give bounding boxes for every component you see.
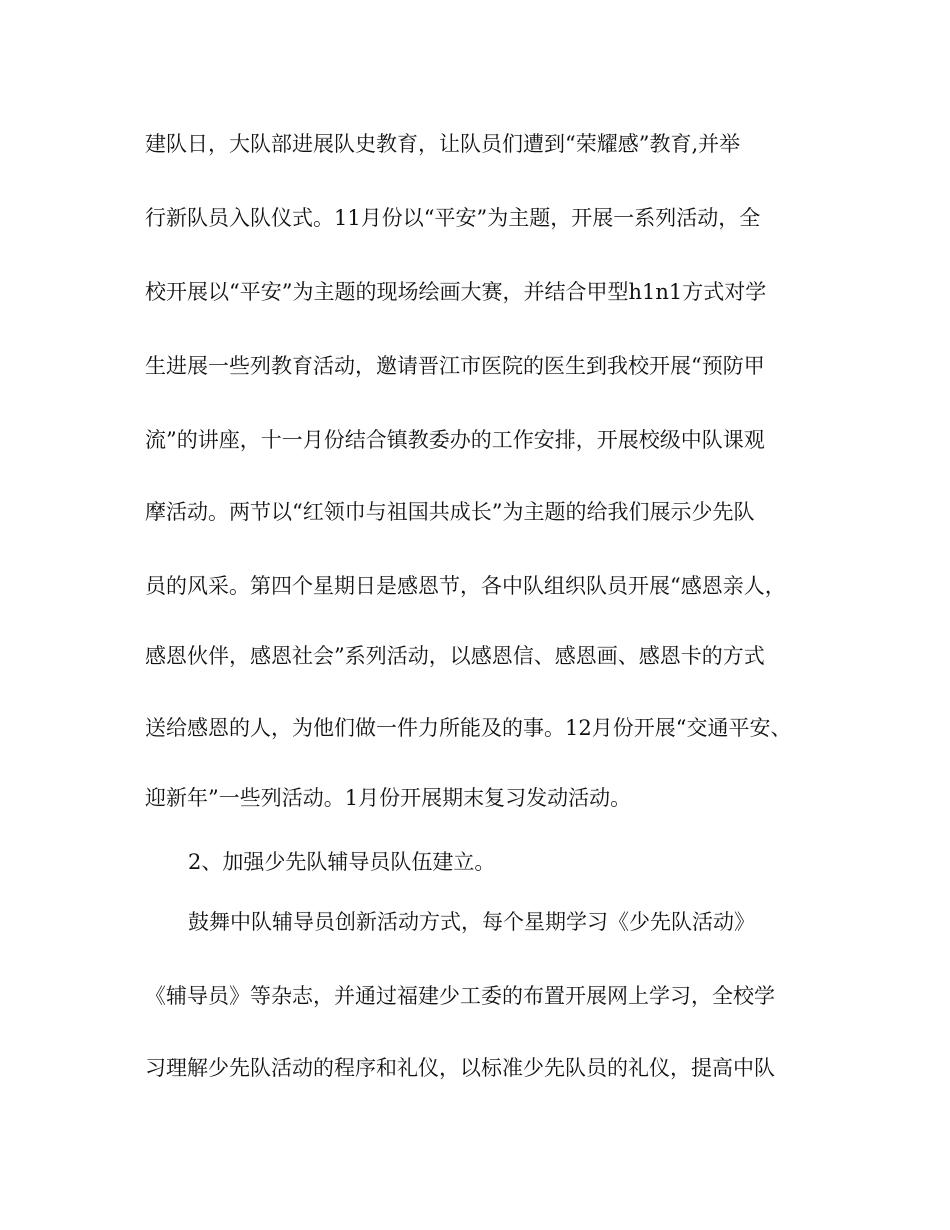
paragraph-line: 员的风采。第四个星期日是感恩节，各中队组织队员开展“感恩亲人，	[145, 574, 786, 598]
paragraph-line: 《辅导员》等杂志，并通过福建少工委的布置开展网上学习，全校学	[145, 984, 775, 1008]
paragraph-line: 校开展以“平安”为主题的现场绘画大赛，并结合甲型h1n1方式对学	[145, 280, 767, 304]
paragraph-line: 感恩伙伴，感恩社会”系列活动，以感恩信、感恩画、感恩卡的方式	[145, 644, 765, 668]
paragraph-line: 行新队员入队仪式。11月份以“平安”为主题，开展一系列活动，全	[145, 206, 761, 230]
paragraph-line: 送给感恩的人，为他们做一件力所能及的事。12月份开展“交通平安、	[145, 716, 792, 740]
paragraph-line: 建队日，大队部进展队史教育，让队员们遭到“荣耀感”教育,并举	[145, 132, 741, 156]
paragraph-line: 生进展一些列教育活动，邀请晋江市医院的医生到我校开展“预防甲	[145, 354, 765, 378]
paragraph-line: 习理解少先队活动的程序和礼仪，以标准少先队员的礼仪，提高中队	[145, 1056, 775, 1080]
paragraph-line: 迎新年”一些列活动。1月份开展期末复习发动活动。	[145, 786, 632, 810]
paragraph-line: 流”的讲座，十一月份结合镇教委办的工作安排，开展校级中队课观	[145, 428, 765, 452]
section-heading: 2、加强少先队辅导员队伍建立。	[188, 850, 496, 874]
paragraph-line: 摩活动。两节以“红领巾与祖国共成长”为主题的给我们展示少先队	[145, 500, 755, 524]
paragraph-line: 鼓舞中队辅导员创新活动方式，每个星期学习《少先队活动》	[188, 910, 755, 934]
